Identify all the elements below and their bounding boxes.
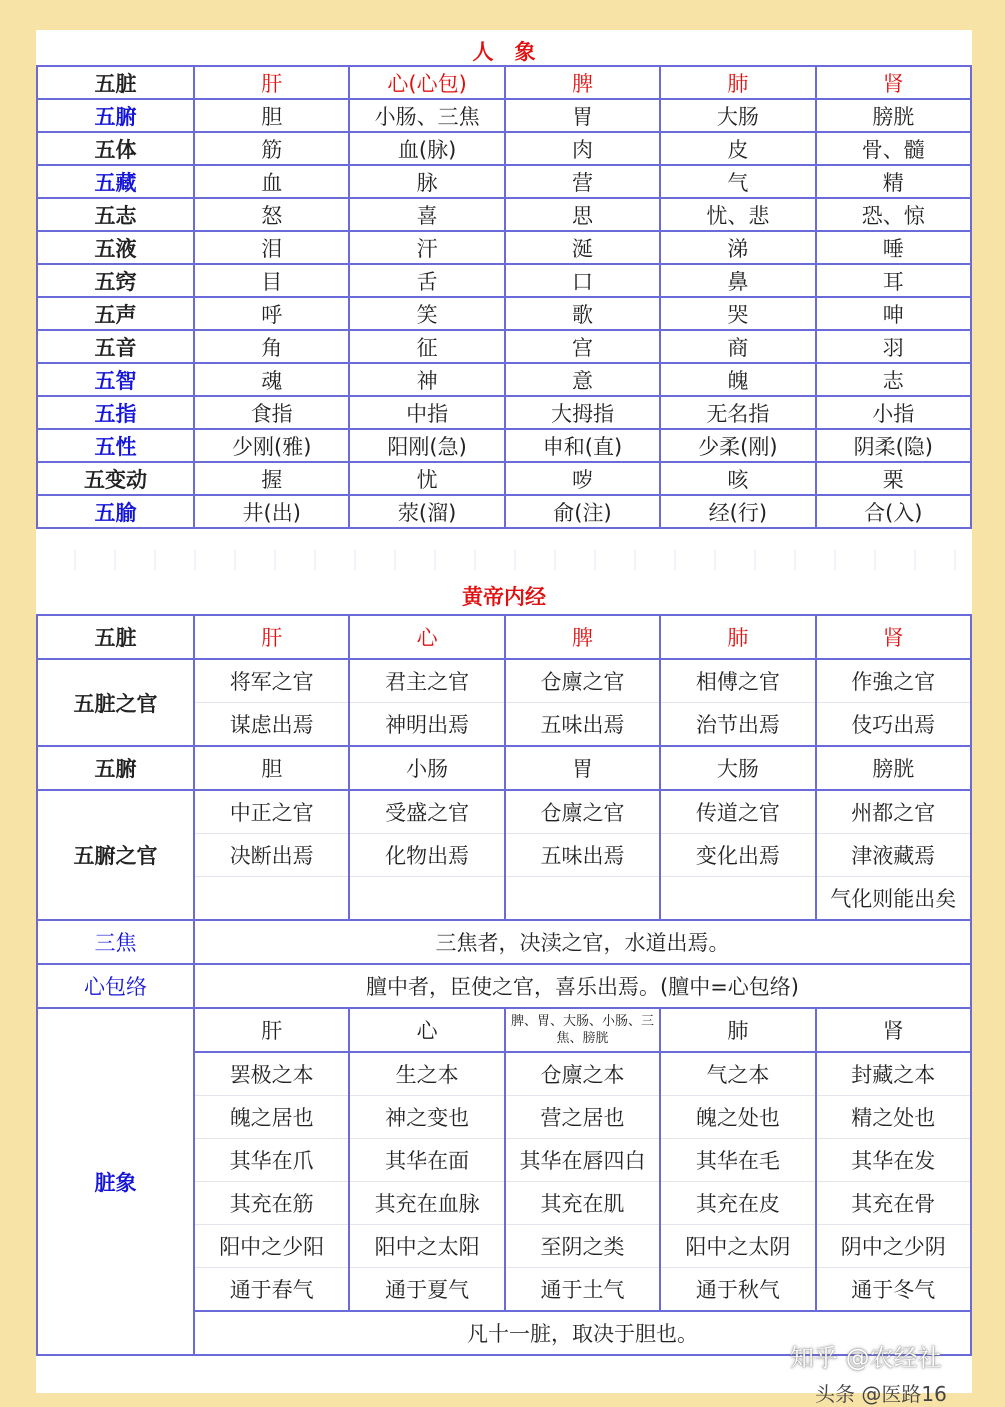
table-cell: 气 bbox=[660, 165, 815, 198]
table-row bbox=[37, 615, 971, 659]
table-cell: 其华在发 bbox=[816, 1139, 971, 1182]
table-cell: 握 bbox=[194, 462, 349, 495]
table-cell: 小指 bbox=[816, 396, 971, 429]
table-cell: 神明出焉 bbox=[349, 703, 504, 747]
table-cell: 通于春气 bbox=[194, 1268, 349, 1312]
table-cell: 其华在爪 bbox=[194, 1139, 349, 1182]
table-cell: 肝 bbox=[194, 615, 349, 659]
table-cell: 脾、胃、大肠、小肠、三焦、膀胱 bbox=[505, 1008, 660, 1052]
table-cell: 脉 bbox=[349, 165, 504, 198]
table-cell: 气化则能出矣 bbox=[816, 877, 971, 921]
table-cell: 精之处也 bbox=[816, 1096, 971, 1139]
table-cell: 阳刚(急) bbox=[349, 429, 504, 462]
table-cell: 通于秋气 bbox=[660, 1268, 815, 1312]
table-cell: 喜 bbox=[349, 198, 504, 231]
table-cell: 营之居也 bbox=[505, 1096, 660, 1139]
table-cell: 脾 bbox=[505, 615, 660, 659]
table-cell: 变化出焉 bbox=[660, 834, 815, 877]
table-row bbox=[37, 429, 971, 462]
table-cell: 五味出焉 bbox=[505, 703, 660, 747]
section-divider bbox=[36, 550, 972, 570]
row-label: 五性 bbox=[37, 429, 194, 462]
table-cell: 阴中之少阴 bbox=[816, 1225, 971, 1268]
table-cell: 魂 bbox=[194, 363, 349, 396]
table-cell: 肺 bbox=[660, 1008, 815, 1052]
table-cell: 志 bbox=[816, 363, 971, 396]
document-sheet bbox=[36, 30, 972, 1393]
table-row bbox=[37, 659, 971, 703]
table-cell: 合(入) bbox=[816, 495, 971, 528]
table-cell: 通于夏气 bbox=[349, 1268, 504, 1312]
table-cell: 伎巧出焉 bbox=[816, 703, 971, 747]
row-label: 五窍 bbox=[37, 264, 194, 297]
table-cell: 汗 bbox=[349, 231, 504, 264]
table-cell: 通于冬气 bbox=[816, 1268, 971, 1312]
table-cell: 将军之官 bbox=[194, 659, 349, 703]
table-cell: 鼻 bbox=[660, 264, 815, 297]
table-cell: 相傅之官 bbox=[660, 659, 815, 703]
table-cell: 决断出焉 bbox=[194, 834, 349, 877]
table-cell: 肾 bbox=[816, 615, 971, 659]
watermark: 知乎 @农经社 bbox=[790, 1344, 942, 1372]
table-cell: 阴柔(隐) bbox=[816, 429, 971, 462]
table-row bbox=[37, 746, 971, 790]
table-row bbox=[37, 330, 971, 363]
table-row bbox=[37, 231, 971, 264]
table-cell: 心(心包) bbox=[349, 66, 504, 99]
table-cell: 骨、髓 bbox=[816, 132, 971, 165]
row-label: 五液 bbox=[37, 231, 194, 264]
table-cell: 笑 bbox=[349, 297, 504, 330]
table-cell: 泪 bbox=[194, 231, 349, 264]
merged-cell: 膻中者，臣使之官，喜乐出焉。(膻中=心包络) bbox=[194, 964, 971, 1008]
row-label: 脏象 bbox=[37, 1008, 194, 1355]
table-cell: 涕 bbox=[660, 231, 815, 264]
table-cell: 肺 bbox=[660, 615, 815, 659]
row-label: 五腧 bbox=[37, 495, 194, 528]
table-row bbox=[37, 1008, 971, 1052]
row-label: 五脏之官 bbox=[37, 659, 194, 746]
table-cell: 俞(注) bbox=[505, 495, 660, 528]
table-cell: 其华在面 bbox=[349, 1139, 504, 1182]
table-cell: 仓廪之本 bbox=[505, 1052, 660, 1096]
row-label: 五脏 bbox=[37, 615, 194, 659]
table-cell: 荥(溜) bbox=[349, 495, 504, 528]
table-cell: 其充在皮 bbox=[660, 1182, 815, 1225]
table-row bbox=[37, 920, 971, 964]
human-image-table bbox=[36, 65, 972, 529]
table-row bbox=[37, 790, 971, 834]
table-cell: 思 bbox=[505, 198, 660, 231]
table-cell: 肝 bbox=[194, 66, 349, 99]
table-cell: 营 bbox=[505, 165, 660, 198]
table-cell: 角 bbox=[194, 330, 349, 363]
table-cell: 中正之官 bbox=[194, 790, 349, 834]
table-cell: 血 bbox=[194, 165, 349, 198]
table-cell: 商 bbox=[660, 330, 815, 363]
table-cell: 羽 bbox=[816, 330, 971, 363]
table-cell: 忧、悲 bbox=[660, 198, 815, 231]
table-cell: 胆 bbox=[194, 99, 349, 132]
table-cell: 肝 bbox=[194, 1008, 349, 1052]
table-cell: 作強之官 bbox=[816, 659, 971, 703]
table-cell: 耳 bbox=[816, 264, 971, 297]
table-cell bbox=[349, 877, 504, 921]
table-cell: 封藏之本 bbox=[816, 1052, 971, 1096]
table-cell: 目 bbox=[194, 264, 349, 297]
table-cell: 宫 bbox=[505, 330, 660, 363]
table-cell: 谋虑出焉 bbox=[194, 703, 349, 747]
table-cell: 其充在肌 bbox=[505, 1182, 660, 1225]
table-cell: 仓廪之官 bbox=[505, 790, 660, 834]
row-label: 五变动 bbox=[37, 462, 194, 495]
table-cell: 其充在血脉 bbox=[349, 1182, 504, 1225]
table-cell: 胃 bbox=[505, 99, 660, 132]
table-cell: 其华在毛 bbox=[660, 1139, 815, 1182]
row-label: 三焦 bbox=[37, 920, 194, 964]
table-cell: 皮 bbox=[660, 132, 815, 165]
table-cell: 怒 bbox=[194, 198, 349, 231]
table-cell bbox=[505, 877, 660, 921]
table-cell: 至阴之类 bbox=[505, 1225, 660, 1268]
table-cell bbox=[660, 877, 815, 921]
table-cell: 中指 bbox=[349, 396, 504, 429]
table-cell: 津液藏焉 bbox=[816, 834, 971, 877]
row-label: 五藏 bbox=[37, 165, 194, 198]
table-cell bbox=[194, 877, 349, 921]
table-cell: 栗 bbox=[816, 462, 971, 495]
table-cell: 魄之居也 bbox=[194, 1096, 349, 1139]
table-cell: 其充在筋 bbox=[194, 1182, 349, 1225]
table-cell: 五味出焉 bbox=[505, 834, 660, 877]
table-cell: 传道之官 bbox=[660, 790, 815, 834]
table-cell: 唾 bbox=[816, 231, 971, 264]
table-cell: 其充在骨 bbox=[816, 1182, 971, 1225]
table-cell: 肺 bbox=[660, 66, 815, 99]
table-cell: 无名指 bbox=[660, 396, 815, 429]
merged-cell: 三焦者，决渎之官，水道出焉。 bbox=[194, 920, 971, 964]
table-row bbox=[37, 462, 971, 495]
table-cell: 仓廪之官 bbox=[505, 659, 660, 703]
table-cell: 歌 bbox=[505, 297, 660, 330]
table-cell: 舌 bbox=[349, 264, 504, 297]
row-label: 五腑 bbox=[37, 99, 194, 132]
table-cell: 哕 bbox=[505, 462, 660, 495]
table-cell: 大拇指 bbox=[505, 396, 660, 429]
table-cell: 膀胱 bbox=[816, 99, 971, 132]
table-cell: 其华在唇四白 bbox=[505, 1139, 660, 1182]
table-cell: 涎 bbox=[505, 231, 660, 264]
table-cell: 神之变也 bbox=[349, 1096, 504, 1139]
table-cell: 大肠 bbox=[660, 99, 815, 132]
row-label: 五腑 bbox=[37, 746, 194, 790]
table-row bbox=[37, 264, 971, 297]
table-cell: 筋 bbox=[194, 132, 349, 165]
table-cell: 意 bbox=[505, 363, 660, 396]
table-row bbox=[37, 396, 971, 429]
table-row bbox=[37, 297, 971, 330]
table-cell: 君主之官 bbox=[349, 659, 504, 703]
section1-title: 人 象 bbox=[472, 40, 536, 64]
table-cell: 脾 bbox=[505, 66, 660, 99]
table-cell: 小肠 bbox=[349, 746, 504, 790]
table-cell: 恐、惊 bbox=[816, 198, 971, 231]
table-cell: 化物出焉 bbox=[349, 834, 504, 877]
row-label: 心包络 bbox=[37, 964, 194, 1008]
table-cell: 罢极之本 bbox=[194, 1052, 349, 1096]
table-cell: 神 bbox=[349, 363, 504, 396]
table-cell: 肾 bbox=[816, 66, 971, 99]
table-cell: 精 bbox=[816, 165, 971, 198]
table-cell: 少柔(刚) bbox=[660, 429, 815, 462]
corner-watermark: 头条 @医路16 bbox=[815, 1382, 947, 1406]
table-row bbox=[37, 198, 971, 231]
table-cell: 大肠 bbox=[660, 746, 815, 790]
row-label: 五智 bbox=[37, 363, 194, 396]
table-cell: 阳中之太阳 bbox=[349, 1225, 504, 1268]
table-cell: 呼 bbox=[194, 297, 349, 330]
table-cell: 膀胱 bbox=[816, 746, 971, 790]
row-label: 五脏 bbox=[37, 66, 194, 99]
table-cell: 心 bbox=[349, 1008, 504, 1052]
table-cell: 肾 bbox=[816, 1008, 971, 1052]
table-cell: 胃 bbox=[505, 746, 660, 790]
table-cell: 少刚(雅) bbox=[194, 429, 349, 462]
table-cell: 魄 bbox=[660, 363, 815, 396]
table-row bbox=[37, 165, 971, 198]
row-label: 五腑之官 bbox=[37, 790, 194, 920]
table-row bbox=[37, 495, 971, 528]
row-label: 五指 bbox=[37, 396, 194, 429]
table-cell: 征 bbox=[349, 330, 504, 363]
table-cell: 哭 bbox=[660, 297, 815, 330]
row-label: 五体 bbox=[37, 132, 194, 165]
table-cell: 阳中之太阴 bbox=[660, 1225, 815, 1268]
table-cell: 生之本 bbox=[349, 1052, 504, 1096]
table-row bbox=[37, 363, 971, 396]
table-cell: 申和(直) bbox=[505, 429, 660, 462]
table-row bbox=[37, 99, 971, 132]
table-row bbox=[37, 964, 971, 1008]
table-cell: 呻 bbox=[816, 297, 971, 330]
row-label: 五音 bbox=[37, 330, 194, 363]
table-cell: 经(行) bbox=[660, 495, 815, 528]
table-cell: 忧 bbox=[349, 462, 504, 495]
table-row bbox=[37, 132, 971, 165]
table-cell: 气之本 bbox=[660, 1052, 815, 1096]
table-cell: 魄之处也 bbox=[660, 1096, 815, 1139]
table-cell: 胆 bbox=[194, 746, 349, 790]
merged-cell: 凡十一脏，取决于胆也。 bbox=[194, 1311, 971, 1355]
table-cell: 血(脉) bbox=[349, 132, 504, 165]
table-cell: 食指 bbox=[194, 396, 349, 429]
table-cell: 口 bbox=[505, 264, 660, 297]
table-cell: 治节出焉 bbox=[660, 703, 815, 747]
row-label: 五志 bbox=[37, 198, 194, 231]
table-cell: 咳 bbox=[660, 462, 815, 495]
table-cell: 肉 bbox=[505, 132, 660, 165]
table-cell: 小肠、三焦 bbox=[349, 99, 504, 132]
table-cell: 受盛之官 bbox=[349, 790, 504, 834]
row-label: 五声 bbox=[37, 297, 194, 330]
section2-title: 黄帝内经 bbox=[462, 585, 546, 609]
table-cell: 井(出) bbox=[194, 495, 349, 528]
huangdi-neijing-table bbox=[36, 614, 972, 1356]
table-cell: 通于土气 bbox=[505, 1268, 660, 1312]
table-cell: 阳中之少阳 bbox=[194, 1225, 349, 1268]
table-row bbox=[37, 66, 971, 99]
table-cell: 心 bbox=[349, 615, 504, 659]
table-cell: 州都之官 bbox=[816, 790, 971, 834]
